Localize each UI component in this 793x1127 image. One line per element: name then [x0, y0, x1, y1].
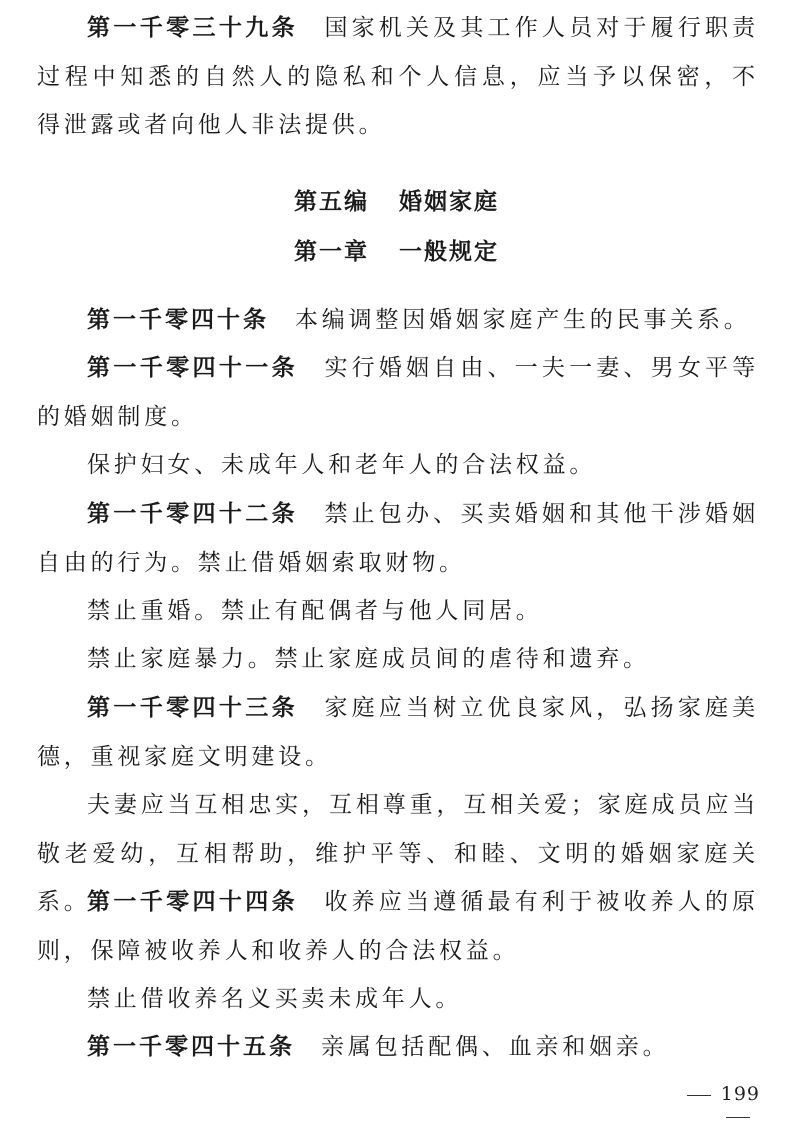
- article-text: 国家机关及其工作人员对于履行职责过程中知悉的自然人的隐私和个人信息，应当予以保密，不得泄露或者向他人非法提供。: [37, 15, 759, 138]
- article-text: 收养应当遵循最有利于被收养人的原则，保障被收养人和收养人的合法权益。: [37, 889, 759, 964]
- article-text: 亲属包括配偶、血亲和姻亲。: [321, 1034, 670, 1060]
- part-number: 第五编: [294, 189, 369, 215]
- article-number: 第一千零四十三条: [87, 695, 299, 721]
- page-number-value: 199: [720, 1083, 760, 1105]
- paragraph: [37, 441, 759, 490]
- chapter-heading: [0, 233, 793, 266]
- paragraph: [37, 587, 759, 636]
- paragraph-text: 禁止重婚。禁止有配偶者与他人同居。: [87, 598, 543, 624]
- dash-right: [726, 1117, 750, 1118]
- article-number: 第一千零三十九条: [87, 15, 299, 41]
- page-number: [640, 1083, 760, 1127]
- article-number: 第一千零四十五条: [87, 1034, 295, 1060]
- article-number: 第一千零四十条: [87, 307, 269, 333]
- paragraph-text: 保护妇女、未成年人和老年人的合法权益。: [87, 452, 597, 478]
- part-title: 婚姻家庭: [399, 189, 499, 215]
- article-1043: [37, 684, 759, 781]
- chapter-number: 第一章: [294, 239, 369, 265]
- article-text: 本编调整因婚姻家庭产生的民事关系。: [295, 307, 751, 333]
- paragraph: [37, 635, 759, 684]
- article-1040: [37, 296, 759, 345]
- article-text: 实行婚姻自由、一夫一妻、男女平等的婚姻制度。: [37, 355, 759, 430]
- article-number: 第一千零四十一条: [87, 355, 299, 381]
- article-text: 家庭应当树立优良家风，弘扬家庭美德，重视家庭文明建设。: [37, 695, 759, 770]
- article-1044: [37, 878, 759, 975]
- paragraph-text: 禁止家庭暴力。禁止家庭成员间的虐待和遗弃。: [87, 646, 650, 672]
- article-1039: [37, 4, 759, 150]
- article-1041: [37, 344, 759, 441]
- paragraph-text: 夫妻应当互相忠实，互相尊重，互相关爱；家庭成员应当敬老爱幼，互相帮助，维护平等、和睦、文明的婚姻家庭关系。: [37, 792, 759, 915]
- article-number: 第一千零四十二条: [87, 501, 299, 527]
- paragraph-text: 禁止借收养名义买卖未成年人。: [87, 986, 463, 1012]
- article-1045: [37, 1023, 759, 1072]
- chapter-title: 一般规定: [399, 239, 499, 265]
- paragraph: [37, 975, 759, 1024]
- article-number: 第一千零四十四条: [87, 889, 299, 915]
- article-text: 禁止包办、买卖婚姻和其他干涉婚姻自由的行为。禁止借婚姻索取财物。: [37, 501, 759, 576]
- dash-left: [687, 1095, 711, 1096]
- article-1042: [37, 490, 759, 587]
- part-heading: [0, 183, 793, 216]
